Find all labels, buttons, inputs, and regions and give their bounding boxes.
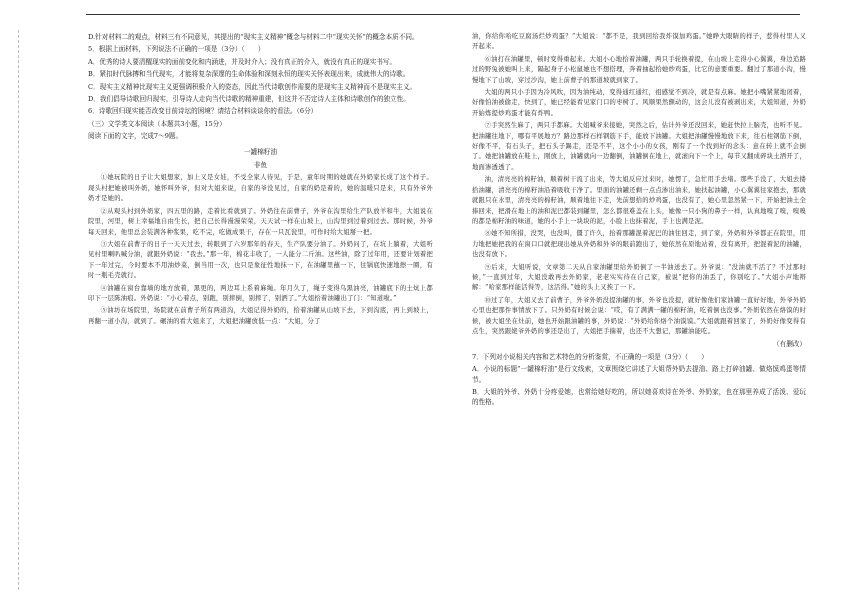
story-author: 非鱼 bbox=[253, 161, 268, 170]
story-paragraph: ⑦手突然生麻了，两只手都麻。大姐喊爷来接她，突然之后，估计外爷还没回来，她赶快拉上脑壳，也听不见。把油罐往地下，哪有平展地方？路边那样石样钢筋下手，能放下油罐。大姐把油罐慢慢地放下来，往石柱钢筋下倒，好像不平，有石头子，把石头子踢走，还是不平，这个小小的女孩，刚有了一个找到好的念头：意在转上就不会倒了。她把油罐放在鞋上，刚放上，油罐就向一边翻倒，油罐倒在地上，就滚向下一个上，每节又翻成碎块土洒开了，地面渗透透了。 bbox=[472, 122, 806, 171]
section3-header: （三）文学类文本阅读（本题共3小题，15分） bbox=[88, 119, 226, 128]
source-note: （有删改） bbox=[773, 340, 806, 349]
story-title: 一罐棉籽油 bbox=[244, 147, 277, 156]
left-column bbox=[88, 32, 433, 329]
q7-stem: 7．下列对小说相关内容和艺术特色的分析鉴赏，不正确的一项是（3分）（ ） bbox=[472, 352, 708, 361]
story-paragraph: ⑨后来，大姐听说，文章第二天从自家油罐里给外奶倒了一半油送去了。外爷说：“没油就不活了？不过那时候，”一直到过年，大姐没敢再去外奶家，老老实实待在自己家，被说“把你的油丢了，你别吃了。”大姐小声地辩解：“哈家那样能活得等，这活得。”她的头上又挨了一下。 bbox=[472, 263, 806, 292]
q5-option-b: B．紧扣时代脉搏和当代现实，才能将复杂深邃的生命体验和深刻永恒的现实关怀表现出来，成就伟大的诗歌。 bbox=[88, 70, 410, 79]
right-column bbox=[472, 32, 806, 410]
section3-instruction: 阅读下面的文字，完成7～9题。 bbox=[88, 132, 183, 141]
story-paragraph: 大姐的两只小手因为冷风吹，因为油纯动，变得通红通红，祖感觉不到冷，就是有点麻。她把小嘴紧紧地闭着，好像怕油被偷走，快到了，她已经能看见家门口的枣树了。风顺果然颤动的，这会儿没有被剥出来，大姐知道，外奶开始炼提炒鸡蛋才能有炸鸭。 bbox=[472, 89, 806, 117]
story-paragraph: ②从观头村到外奶家，四五里的路，走着比看就到了。外奶往在前曹子，外爷在沟里给生产队放羊和牛，大姐说在院里，河里，树上幸福地自由生长，把自己长得漫漫荣荣，天天试一样在山坡上，山沟里到过着到过去。那时候，外爷每天回来，他里总会装满各种浆果，吃不完，吃做成果干，存在一只瓦瓮里，可作时给大姐掰一把。 bbox=[88, 207, 433, 236]
story-paragraph: ④油罐在窗台靠墙的地方放着，黑更的，两边耳上系着麻绳。年月久了，绳子变得乌黑油亮，油罐底下的土炕上都印下一层陈油痕。外奶说：“小心着点，别跑，别摔倒，别摔了，别洒了。”大姐拾着油罐出了门：“知道啦。” bbox=[88, 284, 433, 302]
story-paragraph: 油，清亮亮的棉籽油，顺着树干流了出来，等大姐反应过来时，她愣了，急忙用手去堵。那些手没了，大姐去搂拾油罐，清亮亮的棉籽油沿着吸收干净了。里面的油罐还剩一点点渗出油来，她扶起油罐，小心翼翼往家抱去，那就就跟只在水里，清亮亮的棉籽油，顺着地往下走，先前想拾的炒鸡蛋，也没有了，她心里忽然紧一下，开始把油土全捧回来，把滑在地上的油和泥巴都装到罐里，怎么都很难盖在上头，她像一只小狗的鼻子一样，认真地嗅了嗅，嗅嗅的都是棉籽油的味道，她的小手上一块块的泥，小脸上也抹着泥，手上也满是泥。 bbox=[472, 176, 806, 225]
story-paragraph: ⑧她不知所措，没哭，也没叫，僵了许久，抬着那罐混着泥巴的油往回走，到了家，外奶和外爷都正在院里，用力地把她把我的在窗口口就把现出她从外奶和外爷的眼前跑出了，她依然在原地站着，没有离开，把混着泥的油罐，也没有放下。 bbox=[472, 230, 806, 259]
story-paragraph: ⑩过了年，大姐又去了前曹子，外爷外奶没提油罐的事，外爷也没提，就好像他们家油罐一直好好地，外爷外奶心里也把那件事情放下了。只外奶有时候会说：“哎，有了满满一罐的棉籽油，吃着倒也没事。”外奶依然在烙馍的时候，被大姐坐在灶前，她也开始跟油罐的事，外奶说：“外奶给你烙个油馍馍。”大姐就跟着回家了，外奶好像变得有点生，突然跟姥爷外奶的事还是出了，大姐把手揣着，也还不大想记，那罐油能吃。 bbox=[472, 296, 806, 335]
story-paragraph: ⑥油打在油罐里，顿时变得重起来。大姐小心地拾着油罐，两只手轮换着提，在山坡上走得小心翼翼，身边追路过的野兔被她叫上来，隔起身子小松鼠她也不想搭理，奔着抽起拾她炒鸡蛋，比它的意要重要。翻过了那道小沟，慢慢地下了山坡，穿过沙沟，她上前曹子的那道坡就到家了。 bbox=[472, 55, 806, 84]
story-paragraph: ③大姐在前曹子的日子一天天过去，转眼到了六岁那年的春天，生产队要分油了。外奶问了，在坑上躺着，大姐听见村里喇叭喊分油，就跟外奶说：“我去。”那一年，棉花丰收了，一人能分二斤油。这些油，除了过年用，还要计划着把下一年过完，今时要本不用油炒菜，倒当用一次，也只是象征性地抹一下，在油罐里蘸一下，往锅底快速地擦一圈，有时一瓶毛壳就行。 bbox=[88, 240, 433, 280]
story-paragraph: ⑤油坊在场院里，场院就在前曹子所有两道沟，大姐记得外奶的，拾着油罐从山坡下去，下到沟底，再上到坡上，再翻一道小沟，就到了。碾油的看大姐来了，大姐把油罐放低一点：“大姐，分了 bbox=[88, 307, 433, 325]
q4-option-d: D.针对材料二的观点，材料三有不同意见，其提出的“现实主义精神”概念与材料二中“现实关怀”的概念本质不同。 bbox=[88, 33, 419, 41]
story-paragraph: ①她玩院的日子让大姐想家，加上又是女娃，不受全家人待见，于是，童年时期的她就在外奶家长成了这个样子。现头村把她被叫外奶，她怀叫外爷，但对大姐来说，自家的爷没见过，自家的奶是着的，她的温暖只是来，只有外爷外奶才是她的。 bbox=[88, 174, 433, 203]
story-paragraph: 油，你给你哈吃豆腐汤烂炒鸡蛋？”大姐说：“都不是，我到回给我炸馍加鸡蛋。”她睁大眼睛的样子，惹得村里人又开起来。 bbox=[472, 33, 806, 51]
q5-stem: 5．根据上面材料，下列说法不正确的一项是（3分）（ ） bbox=[88, 45, 265, 54]
q6-stem: 6．诗歌回归现实能否改变目前诗坛的困境？请结合材料谈谈你的看法。（6分） bbox=[88, 107, 318, 116]
q7-option-b: B．大姐的外爷、外奶十分疼爱她，也常给她好吃的，所以她喜欢待在外爷、外奶家，也在那里养成了活泼、爱玩的性格。 bbox=[472, 388, 806, 407]
q7-option-a: A．小说的标题“一罐棉籽油”是行文线索，文章围绕它讲述了大姐帮外奶去提油、路上打碎油罐、做烙馍鸡蛋等情节。 bbox=[472, 365, 806, 384]
q5-option-a: A．优秀的诗人要清醒现实的面前变化和内涵进，并及时介入；没有真正的介入，就没有真正的现实书写。 bbox=[88, 57, 397, 66]
binding-line bbox=[18, 30, 19, 590]
page-top-rule bbox=[86, 14, 800, 15]
q5-option-d: D．我们倡导诗歌回归现实，引导诗人走向当代诗歌的精神重建，但这并不否定诗人主体和诗歌创作的独立性。 bbox=[88, 95, 410, 104]
q5-option-c: C．现实主义精神比现实主义更强调积极介入的姿态，因此当代诗歌创作需要的是现实主义精神而不是现实主义。 bbox=[88, 82, 417, 91]
